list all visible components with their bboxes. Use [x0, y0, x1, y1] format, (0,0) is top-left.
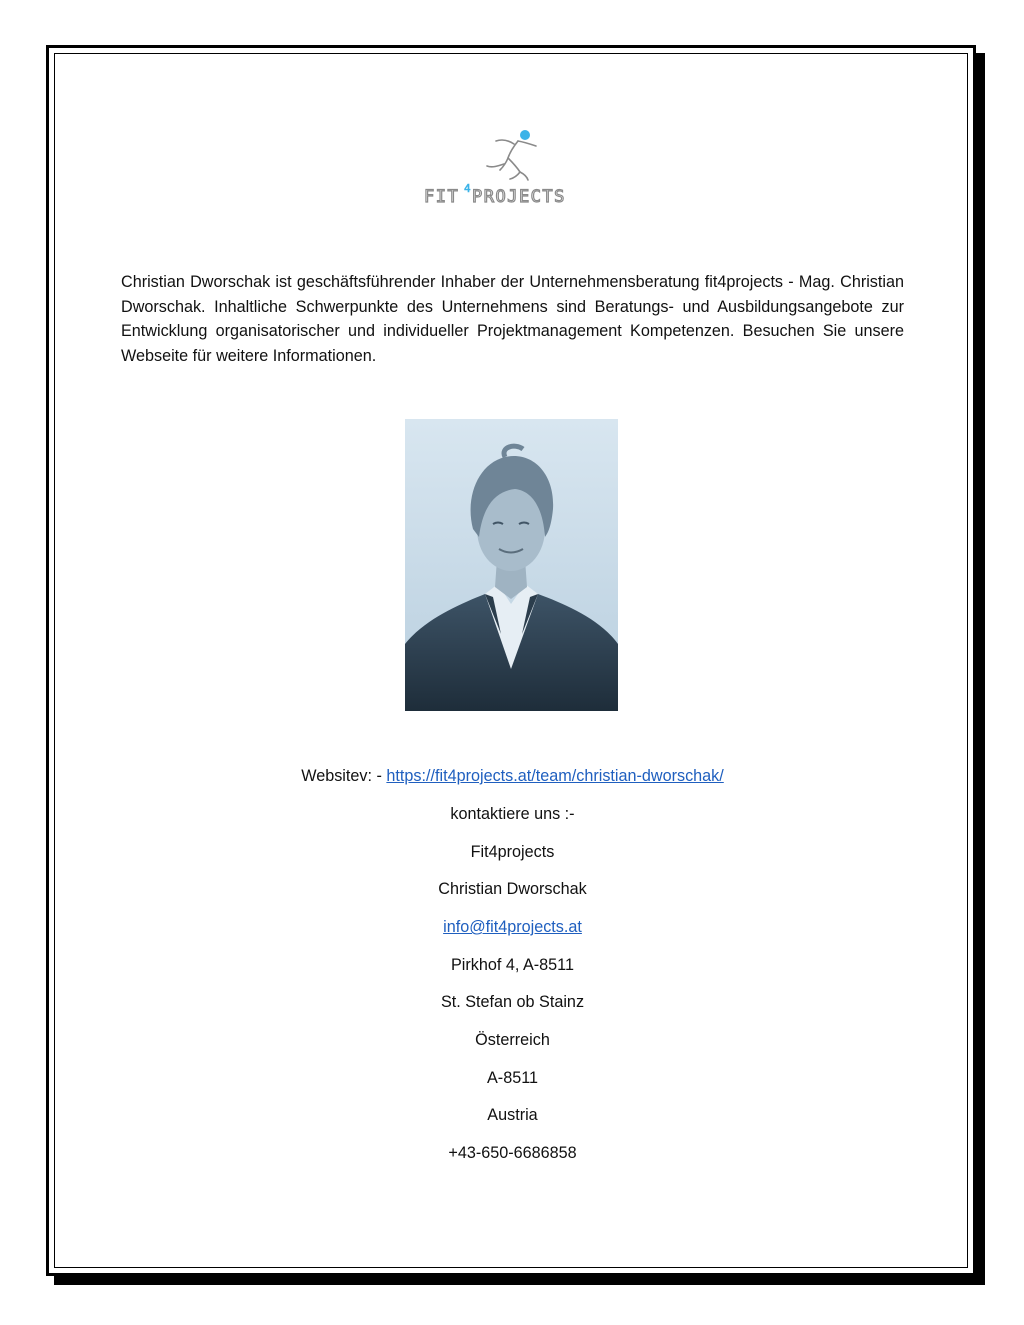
city: St. Stefan ob Stainz	[440, 993, 585, 1011]
postal-code: A-8511	[487, 1069, 538, 1087]
website-line	[121, 766, 904, 786]
country-english: Austria	[487, 1106, 538, 1124]
email-link[interactable]: info@fit4projects.at	[443, 918, 582, 936]
email-line	[121, 917, 904, 937]
logo-text-fit: FIT	[424, 187, 460, 207]
person-name: Christian Dworschak	[438, 880, 587, 898]
website-link[interactable]: https://fit4projects.at/team/christian-dworschak/	[386, 767, 724, 785]
logo-text-projects: PROJECTS	[472, 187, 566, 207]
website-label: Websitev: -	[301, 767, 387, 785]
logo-text-four: 4	[464, 182, 471, 195]
contact-heading: kontaktiere uns :-	[450, 805, 575, 823]
intro-paragraph: Christian Dworschak ist geschäftsführender Inhaber der Unternehmensberatung fit4projects - Mag. Christian Dworschak. Inhaltliche Schwerpunkte des Unternehmens sind Beratungs- und Ausbildungsangebote zur Entwicklung organisatorischer und individueller Projektmanagement Kompetenzen. Besuchen Sie unsere Webseite für weitere Informationen.	[121, 273, 904, 365]
running-figure-icon	[424, 126, 596, 208]
fit4projects-logo	[424, 126, 596, 208]
company-name: Fit4projects	[470, 843, 555, 861]
logo-head-dot	[520, 130, 530, 140]
country-german: Österreich	[475, 1031, 550, 1049]
phone-number: +43-650-6686858	[448, 1144, 577, 1162]
portrait-photo	[405, 419, 618, 711]
street-address: Pirkhof 4, A-8511	[451, 956, 574, 974]
